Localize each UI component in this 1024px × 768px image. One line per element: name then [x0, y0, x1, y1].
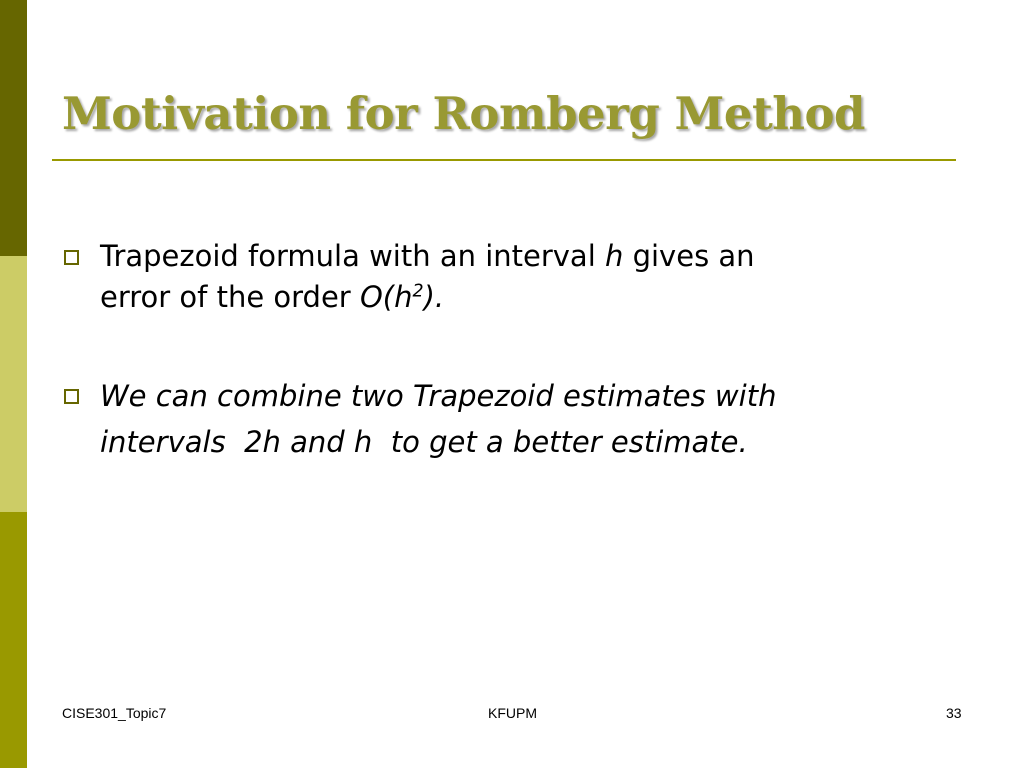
- square-bullet-icon: [64, 250, 79, 265]
- bullet-item: [64, 236, 944, 318]
- bullet-text-line: intervals 2h and h to get a better estimate.: [100, 425, 748, 459]
- slide-title: Motivation for Romberg Method: [62, 87, 865, 140]
- left-accent-bar-middle: [0, 256, 27, 512]
- square-bullet-icon: [64, 389, 79, 404]
- bullet-text-line: We can combine two Trapezoid estimates with: [100, 379, 777, 413]
- superscript: 2: [412, 281, 424, 302]
- left-accent-bar-top: [0, 0, 27, 256]
- bullet-text: [100, 373, 944, 465]
- bullet-item: [64, 373, 944, 465]
- footer-course-code: CISE301_Topic7: [62, 705, 167, 721]
- title-underline: [52, 159, 956, 161]
- bullet-text: [100, 236, 944, 318]
- footer-institution: KFUPM: [488, 705, 537, 721]
- left-accent-bar-bottom: [0, 512, 27, 768]
- big-o-formula: $O(h^2)$.: [359, 280, 445, 314]
- bullet-text-line: Trapezoid formula with an interval h gives an: [100, 239, 755, 273]
- variable-h: h: [604, 239, 624, 273]
- slide-number: 33: [946, 705, 962, 721]
- bullet-text-line: error of the order $O(h^2)$.: [100, 280, 445, 314]
